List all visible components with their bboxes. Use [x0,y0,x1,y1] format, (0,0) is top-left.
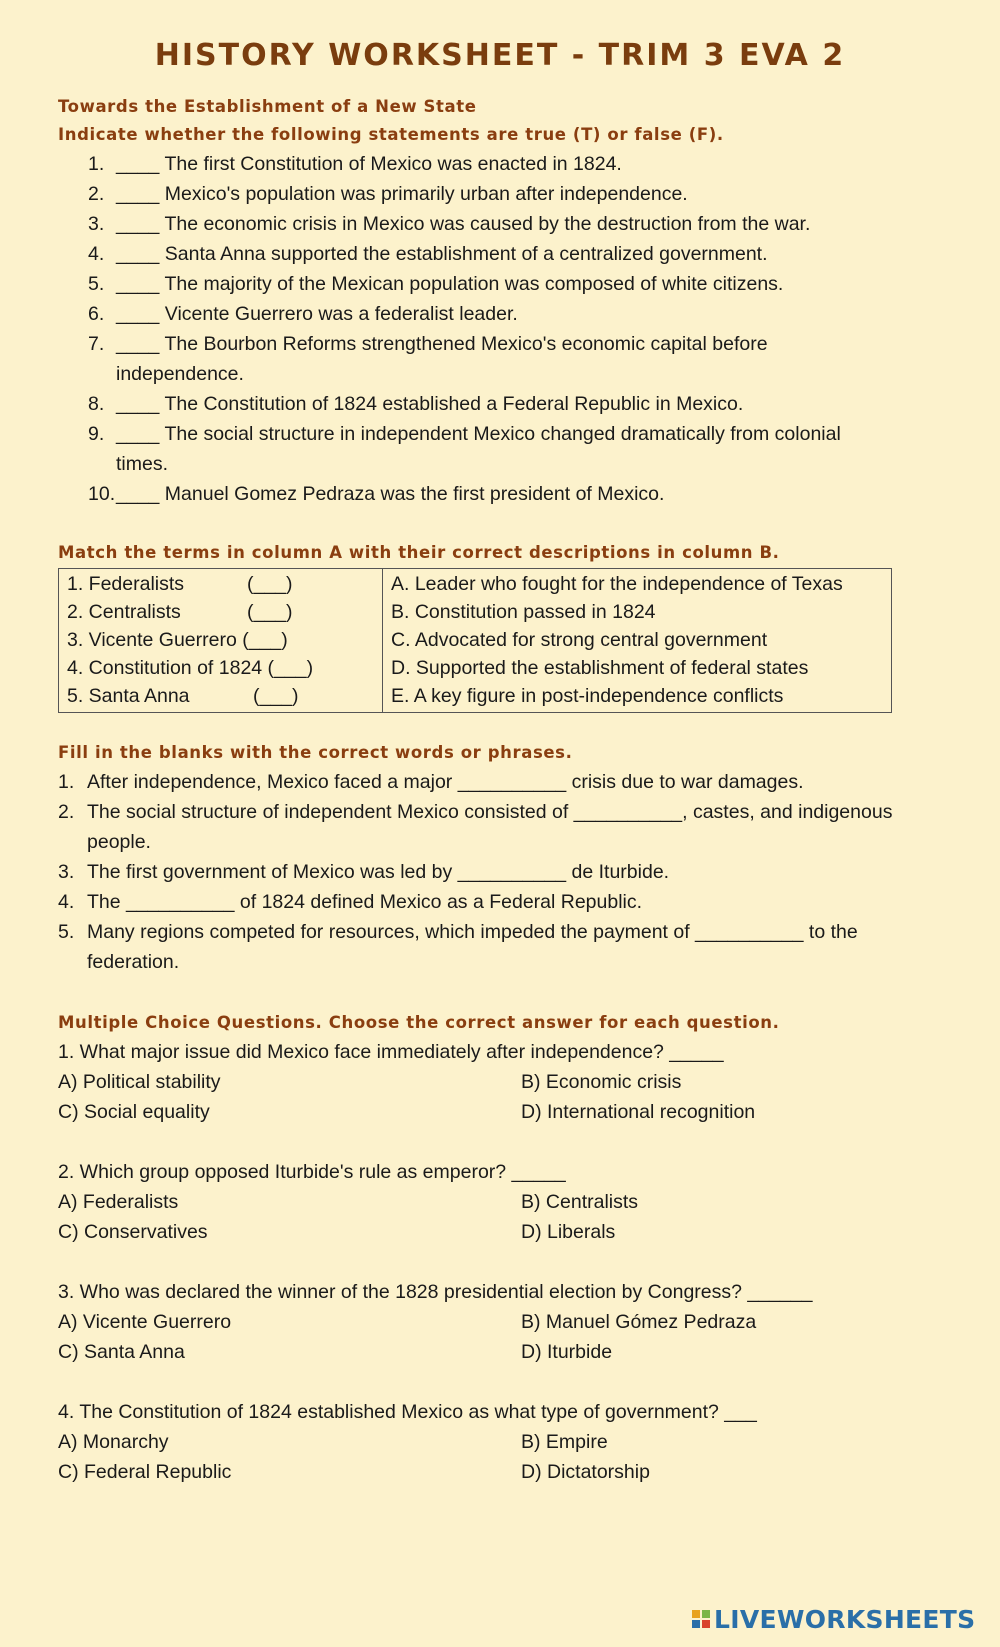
option-d[interactable]: D) Iturbide [521,1341,613,1363]
item-text-continued: times. [116,453,169,475]
item-text[interactable]: The social structure of independent Mexico consisted of __________, castes, and indigenous [87,801,893,823]
option-b[interactable]: B) Manuel Gómez Pedraza [521,1311,757,1333]
option-d[interactable]: D) Dictatorship [521,1461,650,1483]
term-label: 5. Santa Anna [67,685,190,707]
item-number: 4. [58,891,75,913]
item-text[interactable]: The first government of Mexico was led by __________ de Iturbide. [87,861,670,883]
item-number: 2. [58,801,75,823]
item-number: 6. [88,303,105,325]
item-number: 9. [88,423,105,445]
item-text[interactable]: ____ The social structure in independent Mexico changed dramatically from colonial [116,423,841,445]
column-b-item: C. Advocated for strong central government [391,629,768,651]
option-b[interactable]: B) Centralists [521,1191,639,1213]
option-c[interactable]: C) Santa Anna [58,1341,185,1363]
item-number: 3. [58,861,75,883]
section2-instruction: Match the terms in column A with their correct descriptions in column B. [58,543,780,562]
logo-square [702,1610,710,1618]
option-a[interactable]: A) Political stability [58,1071,221,1093]
question-text[interactable]: 4. The Constitution of 1824 established Mexico as what type of government? ___ [58,1401,757,1423]
question-text[interactable]: 1. What major issue did Mexico face immediately after independence? _____ [58,1041,724,1063]
item-text[interactable]: The __________ of 1824 defined Mexico as a Federal Republic. [87,891,643,913]
item-text[interactable]: ____ The economic crisis in Mexico was caused by the destruction from the war. [116,213,811,235]
item-text[interactable]: ____ The first Constitution of Mexico was enacted in 1824. [116,153,622,175]
item-text[interactable]: ____ Vicente Guerrero was a federalist leader. [116,303,518,325]
liveworksheets-logo[interactable] [692,1604,975,1634]
term-label: 4. Constitution of 1824 (___) [67,657,314,679]
option-c[interactable]: C) Social equality [58,1101,210,1123]
answer-blank[interactable]: (___) [247,573,293,595]
page-title: HISTORY WORKSHEET - TRIM 3 EVA 2 [154,38,846,73]
term-label: 1. Federalists [67,573,185,595]
logo-square [692,1620,700,1628]
item-number: 3. [88,213,105,235]
item-number: 5. [88,273,105,295]
column-b-item: E. A key figure in post-independence conflicts [391,685,784,707]
item-number: 1. [88,153,105,175]
option-b[interactable]: B) Economic crisis [521,1071,682,1093]
section1-subtitle: Towards the Establishment of a New State [58,97,477,116]
option-d[interactable]: D) Liberals [521,1221,616,1243]
option-d[interactable]: D) International recognition [521,1101,756,1123]
item-text[interactable]: Many regions competed for resources, which impeded the payment of __________ to the [87,921,858,943]
term-label: 2. Centralists [67,601,181,623]
matching-table [58,568,892,713]
item-text[interactable]: ____ Santa Anna supported the establishment of a centralized government. [116,243,768,265]
item-number: 5. [58,921,75,943]
item-text[interactable]: ____ The Bourbon Reforms strengthened Mexico's economic capital before [116,333,768,355]
item-text-continued: independence. [116,363,244,385]
section1-instruction: Indicate whether the following statements are true (T) or false (F). [58,125,724,144]
column-a-item[interactable] [67,626,374,654]
section3-instruction: Fill in the blanks with the correct words or phrases. [58,743,573,762]
item-text-continued: people. [87,831,151,853]
column-a-item[interactable] [67,570,374,598]
option-a[interactable]: A) Vicente Guerrero [58,1311,232,1333]
item-number: 4. [88,243,105,265]
option-c[interactable]: C) Conservatives [58,1221,208,1243]
column-b-item: D. Supported the establishment of federal states [391,657,809,679]
column-a-item[interactable] [67,682,374,710]
item-text[interactable]: ____ The majority of the Mexican population was composed of white citizens. [116,273,784,295]
logo-square [702,1620,710,1628]
logo-text: LIVEWORKSHEETS [714,1604,976,1634]
option-b[interactable]: B) Empire [521,1431,608,1453]
option-c[interactable]: C) Federal Republic [58,1461,232,1483]
column-b [383,569,892,713]
column-a-item[interactable] [67,598,374,626]
column-b-item: A. Leader who fought for the independence of Texas [391,573,843,595]
column-b-item: B. Constitution passed in 1824 [391,601,656,623]
item-number: 1. [58,771,75,793]
item-text[interactable]: ____ Mexico's population was primarily urban after independence. [116,183,688,205]
question-text[interactable]: 2. Which group opposed Iturbide's rule as emperor? _____ [58,1161,566,1183]
option-a[interactable]: A) Federalists [58,1191,179,1213]
item-number: 2. [88,183,105,205]
logo-squares-icon [692,1610,710,1628]
item-number: 10. [88,483,116,505]
option-a[interactable]: A) Monarchy [58,1431,169,1453]
term-label: 3. Vicente Guerrero (___) [67,629,288,651]
section4-instruction: Multiple Choice Questions. Choose the correct answer for each question. [58,1013,780,1032]
item-text-continued: federation. [87,951,180,973]
answer-blank[interactable]: (___) [253,685,299,707]
logo-square [692,1610,700,1618]
item-number: 8. [88,393,105,415]
question-text[interactable]: 3. Who was declared the winner of the 1828 presidential election by Congress? ______ [58,1281,813,1303]
item-text[interactable]: ____ The Constitution of 1824 established a Federal Republic in Mexico. [116,393,744,415]
column-a [59,569,383,713]
item-text[interactable]: After independence, Mexico faced a major __________ crisis due to war damages. [87,771,804,793]
answer-blank[interactable]: (___) [247,601,293,623]
item-number: 7. [88,333,105,355]
column-a-item[interactable] [67,654,374,682]
item-text[interactable]: ____ Manuel Gomez Pedraza was the first president of Mexico. [116,483,665,505]
